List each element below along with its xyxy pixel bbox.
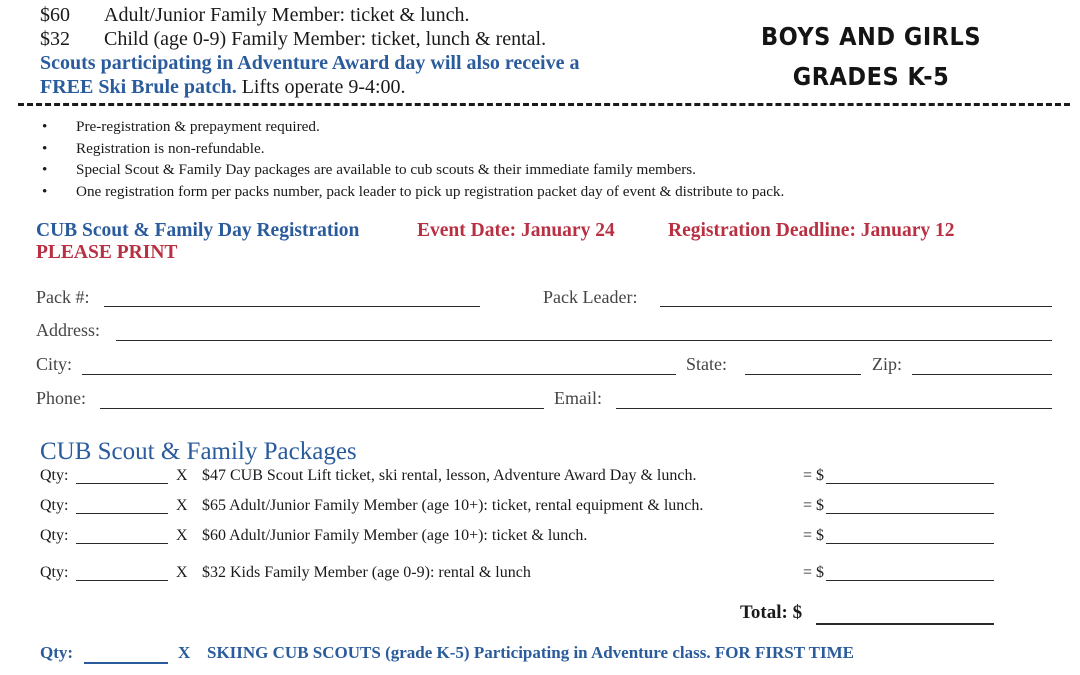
city-field[interactable]	[82, 374, 676, 375]
registration-title: CUB Scout & Family Day Registration	[36, 220, 360, 241]
list-item	[42, 116, 784, 138]
price-amount: $60	[40, 4, 70, 26]
rule-text: Registration is non-refundable.	[76, 139, 265, 157]
amount-field[interactable]	[826, 543, 994, 544]
scout-note-line1: Scouts participating in Adventure Award day will also receive a	[40, 52, 580, 74]
pack-leader-field[interactable]	[660, 306, 1052, 307]
state-label: State:	[686, 354, 727, 374]
amount-field[interactable]	[826, 513, 994, 514]
times-sign: X	[176, 527, 188, 544]
rules-list	[36, 116, 784, 202]
phone-label: Phone:	[36, 388, 87, 408]
qty-field[interactable]	[76, 543, 168, 544]
price-line-child	[40, 28, 546, 51]
amount-field[interactable]	[826, 483, 994, 484]
scout-note-line2	[40, 76, 406, 99]
dashed-cut-line	[18, 103, 1070, 106]
badge-grades: GRADES K-5	[792, 62, 950, 91]
times-sign: X	[176, 467, 188, 484]
bullet-icon: •	[42, 118, 48, 135]
qty-field[interactable]	[76, 580, 168, 581]
times-sign: X	[176, 497, 188, 514]
list-item	[42, 159, 784, 181]
total-field[interactable]	[816, 623, 994, 625]
registration-deadline: Registration Deadline: January 12	[668, 220, 955, 241]
skiing-qty-field[interactable]	[84, 662, 168, 664]
skiing-qty-label: Qty:	[40, 643, 74, 662]
bullet-icon: •	[42, 161, 48, 178]
qty-label: Qty:	[40, 467, 69, 484]
price-desc: Child (age 0-9) Family Member: ticket, lunch & rental.	[104, 28, 547, 50]
address-field[interactable]	[116, 340, 1052, 341]
package-desc: $60 Adult/Junior Family Member (age 10+): ticket & lunch.	[202, 527, 588, 544]
package-desc: $32 Kids Family Member (age 0-9): rental & lunch	[202, 564, 531, 581]
price-line-adult	[40, 4, 470, 27]
qty-label: Qty:	[40, 527, 69, 544]
zip-field[interactable]	[912, 374, 1052, 375]
package-desc: $47 CUB Scout Lift ticket, ski rental, lesson, Adventure Award Day & lunch.	[202, 467, 697, 484]
lift-hours: Lifts operate 9-4:00.	[241, 76, 406, 98]
please-print: PLEASE PRINT	[36, 242, 178, 263]
rule-text: One registration form per packs number, pack leader to pick up registration packet day of event & distribute to pack.	[76, 182, 785, 200]
pack-leader-label: Pack Leader:	[543, 287, 638, 307]
bullet-icon: •	[42, 182, 48, 200]
state-field[interactable]	[745, 374, 861, 375]
address-label: Address:	[36, 320, 100, 340]
qty-label: Qty:	[40, 497, 69, 514]
equals-dollar: = $	[803, 527, 825, 544]
package-desc: $65 Adult/Junior Family Member (age 10+): ticket, rental equipment & lunch.	[202, 497, 704, 514]
email-field[interactable]	[616, 408, 1052, 409]
rule-text: Special Scout & Family Day packages are available to cub scouts & their immediate family members.	[76, 161, 696, 178]
qty-field[interactable]	[76, 513, 168, 514]
pack-label: Pack #:	[36, 287, 90, 307]
list-item	[42, 181, 784, 203]
times-sign: X	[176, 564, 188, 581]
badge-boys-girls: BOYS AND GIRLS	[760, 22, 982, 51]
qty-field[interactable]	[76, 483, 168, 484]
skiing-desc: SKIING CUB SCOUTS (grade K-5) Participating in Adventure class. FOR FIRST TIME	[207, 643, 855, 662]
email-label: Email:	[554, 388, 602, 408]
phone-field[interactable]	[100, 408, 544, 409]
price-desc: Adult/Junior Family Member: ticket & lunch.	[104, 4, 470, 26]
packages-title: CUB Scout & Family Packages	[40, 438, 357, 465]
qty-label: Qty:	[40, 564, 69, 581]
equals-dollar: = $	[803, 497, 825, 514]
rule-text: Pre-registration & prepayment required.	[76, 118, 320, 135]
city-label: City:	[36, 354, 73, 374]
skiing-times-sign: X	[178, 643, 191, 662]
amount-field[interactable]	[826, 580, 994, 581]
event-date: Event Date: January 24	[417, 220, 615, 241]
price-amount: $32	[40, 28, 70, 50]
patch-note: FREE Ski Brule patch.	[40, 76, 237, 98]
zip-label: Zip:	[872, 354, 902, 374]
equals-dollar: = $	[803, 564, 825, 581]
bullet-icon: •	[42, 139, 48, 157]
equals-dollar: = $	[803, 467, 825, 484]
list-item	[42, 138, 784, 160]
pack-number-field[interactable]	[104, 306, 480, 307]
total-label: Total: $	[740, 602, 803, 623]
